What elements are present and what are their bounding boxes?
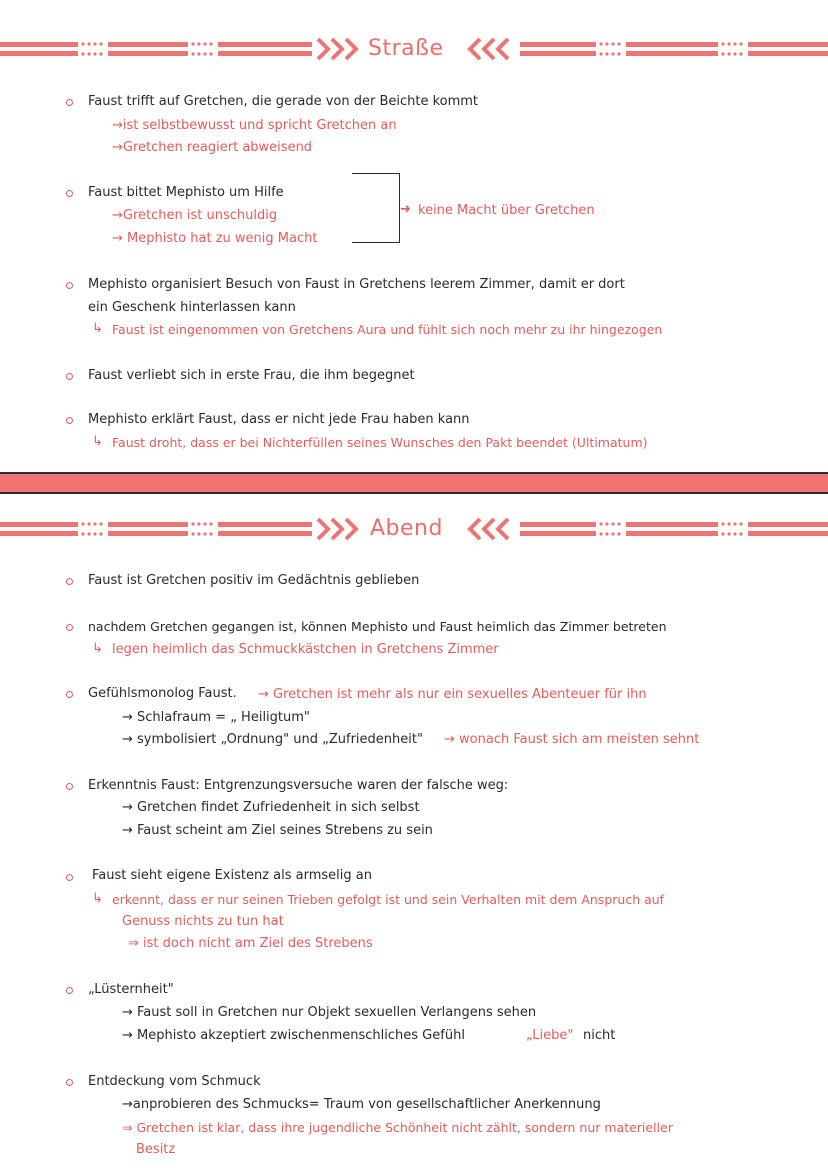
note-line-red: → Gretchen ist mehr als nur ein sexuelles Abenteuer für ihn (258, 687, 647, 702)
bullet-icon (66, 1079, 73, 1086)
note-line: Faust trifft auf Gretchen, die gerade von der Beichte kommt (88, 94, 479, 109)
note-subline-red: → wonach Faust sich am meisten sehnt (444, 732, 700, 747)
note-line: Faust verliebt sich in erste Frau, die ihm begegnet (88, 368, 415, 383)
note-subline: → symbolisiert „Ordnung" und „Zufriedenheit" (122, 732, 423, 747)
note-subline: → Faust scheint am Ziel seines Strebens zu sein (122, 823, 433, 838)
note-subline: ⇒ ist doch nicht am Ziel des Strebens (128, 936, 373, 951)
note-subline: Besitz (136, 1142, 176, 1157)
note-line: Gefühlsmonolog Faust. (88, 686, 237, 701)
note-subline: Genuss nichts zu tun hat (122, 914, 284, 929)
note-subline: legen heimlich das Schmuckkästchen in Gretchens Zimmer (112, 642, 499, 657)
note-subline: nicht (583, 1028, 616, 1043)
note-subline: Faust droht, dass er bei Nichterfüllen seines Wunsches den Pakt beendet (Ultimatum) (112, 435, 648, 450)
return-arrow-icon: ↳ (92, 641, 103, 656)
note-line: ein Geschenk hinterlassen kann (88, 300, 296, 315)
note-line: Entdeckung vom Schmuck (88, 1074, 261, 1089)
note-line: Faust ist Gretchen positiv im Gedächtnis geblieben (88, 573, 420, 588)
note-subline: →ist selbstbewusst und spricht Gretchen an (112, 118, 397, 133)
note-subline: → Mephisto akzeptiert zwischenmenschliches Gefühl (122, 1028, 465, 1043)
note-line: Mephisto erklärt Faust, dass er nicht jede Frau haben kann (88, 412, 470, 427)
bullet-icon (66, 190, 73, 197)
bullet-icon (66, 99, 73, 106)
note-subline: Faust ist eingenommen von Gretchens Aura und fühlt sich noch mehr zu ihr hingezogen (112, 322, 663, 337)
bracket-note: keine Macht über Gretchen (418, 203, 595, 218)
note-subline-red: „Liebe" (526, 1028, 574, 1043)
bullet-icon (66, 987, 73, 994)
return-arrow-icon: ↳ (92, 434, 103, 449)
section-divider (0, 472, 828, 494)
note-line: Mephisto organisiert Besuch von Faust in Gretchens leerem Zimmer, damit er dort (88, 277, 625, 292)
return-arrow-icon: ↳ (92, 321, 103, 336)
note-subline: →anprobieren des Schmucks= Traum von gesellschaftlicher Anerkennung (122, 1097, 601, 1112)
bullet-icon (66, 373, 73, 380)
section-banner-abend (0, 514, 828, 544)
note-line: Faust sieht eigene Existenz als armselig an (92, 868, 372, 883)
return-arrow-icon: ↳ (92, 891, 103, 906)
note-line: Erkenntnis Faust: Entgrenzungsversuche waren der falsche weg: (88, 778, 509, 793)
note-subline: → Schlafraum = „ Heiligtum" (122, 710, 310, 725)
bullet-icon (66, 282, 73, 289)
note-subline: → Mephisto hat zu wenig Macht (112, 231, 318, 246)
note-subline: erkennt, dass er nur seinen Trieben gefolgt ist und sein Verhalten mit dem Anspruch auf (112, 892, 665, 907)
section-banner-strasse (0, 34, 828, 64)
bullet-icon (66, 691, 73, 698)
bullet-icon (66, 578, 73, 585)
note-subline: →Gretchen ist unschuldig (112, 208, 278, 223)
note-subline: ⇒ Gretchen ist klar, dass ihre jugendliche Schönheit nicht zählt, sondern nur materieller (122, 1120, 673, 1135)
arrow-icon: ➜ (400, 202, 411, 217)
section-title: Abend (368, 514, 445, 544)
bullet-icon (66, 783, 73, 790)
note-line: nachdem Gretchen gegangen ist, können Mephisto und Faust heimlich das Zimmer betreten (88, 619, 667, 634)
bullet-icon (66, 417, 73, 424)
note-subline: →Gretchen reagiert abweisend (112, 140, 313, 155)
note-line: Faust bittet Mephisto um Hilfe (88, 185, 284, 200)
note-subline: → Gretchen findet Zufriedenheit in sich selbst (122, 800, 420, 815)
section-title: Straße (366, 34, 446, 64)
bullet-icon (66, 624, 73, 631)
bullet-icon (66, 874, 73, 881)
note-subline: → Faust soll in Gretchen nur Objekt sexuellen Verlangens sehen (122, 1005, 537, 1020)
grouping-bracket (352, 173, 400, 243)
note-line: „Lüsternheit" (88, 982, 174, 997)
